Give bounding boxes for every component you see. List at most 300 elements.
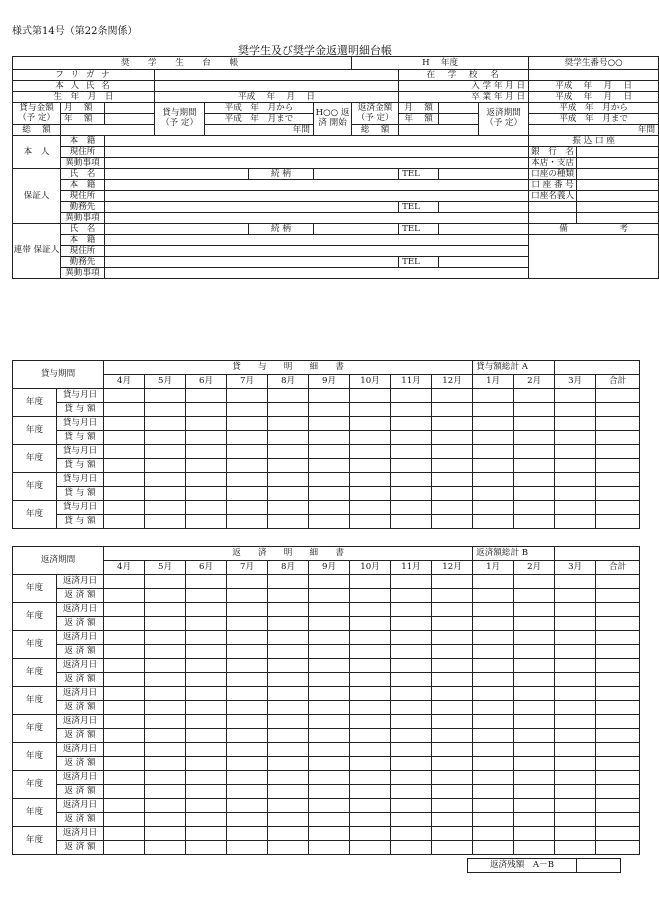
repay-date-cell[interactable] [432, 687, 473, 701]
repay-amount-cell[interactable] [514, 673, 555, 687]
repay-date-cell[interactable] [104, 799, 145, 813]
loan-amount-cell[interactable] [104, 487, 145, 501]
repay-amount-cell[interactable] [514, 757, 555, 771]
repay-date-cell[interactable] [186, 575, 227, 589]
balance-value[interactable] [577, 859, 621, 873]
repay-date-cell[interactable] [268, 603, 309, 617]
guarantor-tel-value[interactable] [439, 169, 529, 180]
repay-amount-cell[interactable] [596, 701, 640, 715]
account-type-value[interactable] [577, 169, 659, 180]
repay-amount-cell[interactable] [555, 729, 596, 743]
repay-amount-cell[interactable] [350, 617, 391, 631]
repay-amount-cell[interactable] [555, 757, 596, 771]
loan-date-cell[interactable] [555, 473, 596, 487]
repay-amount-cell[interactable] [104, 841, 145, 855]
repay-amount-cell[interactable] [555, 645, 596, 659]
repay-amount-cell[interactable] [555, 673, 596, 687]
loan-date-cell[interactable] [145, 473, 186, 487]
loan-date-cell[interactable] [350, 389, 391, 403]
repay-date-cell[interactable] [227, 715, 268, 729]
loan-date-cell[interactable] [514, 389, 555, 403]
loan-amount-cell[interactable] [268, 431, 309, 445]
repay-amount-cell[interactable] [186, 729, 227, 743]
loan-date-cell[interactable] [227, 417, 268, 431]
repay-amount-cell[interactable] [350, 589, 391, 603]
loan-amount-cell[interactable] [391, 459, 432, 473]
repay-date-cell[interactable] [186, 715, 227, 729]
repay-amount-cell[interactable] [268, 673, 309, 687]
repay-amount-cell[interactable] [227, 813, 268, 827]
loan-amount-cell[interactable] [268, 459, 309, 473]
repay-amount-cell[interactable] [186, 617, 227, 631]
loan-amount-cell[interactable] [391, 487, 432, 501]
repay-amount-cell[interactable] [350, 645, 391, 659]
repay-amount-cell[interactable] [514, 841, 555, 855]
loan-amount-cell[interactable] [514, 431, 555, 445]
repay-date-cell[interactable] [350, 743, 391, 757]
repay-date-cell[interactable] [104, 575, 145, 589]
repay-date-cell[interactable] [104, 827, 145, 841]
repay-amount-cell[interactable] [391, 757, 432, 771]
loan-amount-cell[interactable] [473, 459, 514, 473]
loan-amount-cell[interactable] [555, 403, 596, 417]
repay-date-cell[interactable] [309, 603, 350, 617]
loan-amount-cell[interactable] [186, 515, 227, 529]
repay-date-cell[interactable] [227, 827, 268, 841]
repay-amount-cell[interactable] [473, 589, 514, 603]
repay-amount-cell[interactable] [596, 813, 640, 827]
repay-date-cell[interactable] [104, 659, 145, 673]
repay-amount-cell[interactable] [391, 645, 432, 659]
repay-date-cell[interactable] [514, 743, 555, 757]
repay-amount-cell[interactable] [391, 673, 432, 687]
repay-date-cell[interactable] [350, 659, 391, 673]
repay-date-cell[interactable] [596, 827, 640, 841]
loan-amount-cell[interactable] [104, 515, 145, 529]
loan-annual-value[interactable] [105, 114, 155, 125]
repay-period-from[interactable]: 平成 年 月から [529, 103, 659, 114]
repay-date-cell[interactable] [555, 799, 596, 813]
repay-amount-cell[interactable] [309, 673, 350, 687]
loan-amount-cell[interactable] [432, 487, 473, 501]
repay-date-cell[interactable] [473, 631, 514, 645]
loan-date-cell[interactable] [186, 445, 227, 459]
repay-date-cell[interactable] [514, 575, 555, 589]
repay-date-cell[interactable] [227, 659, 268, 673]
repay-date-cell[interactable] [186, 659, 227, 673]
repay-amount-cell[interactable] [432, 617, 473, 631]
repay-date-cell[interactable] [309, 771, 350, 785]
repay-date-cell[interactable] [432, 659, 473, 673]
repay-amount-cell[interactable] [104, 589, 145, 603]
loan-period-from[interactable]: 平成 年 月から [205, 103, 314, 114]
loan-period-to[interactable]: 平成 年 月まで [205, 114, 314, 125]
loan-amount-cell[interactable] [432, 515, 473, 529]
loan-date-cell[interactable] [514, 445, 555, 459]
repay-amount-cell[interactable] [104, 701, 145, 715]
loan-date-cell[interactable] [104, 501, 145, 515]
repay-amount-cell[interactable] [350, 785, 391, 799]
repay-amount-cell[interactable] [350, 813, 391, 827]
repay-amount-cell[interactable] [473, 617, 514, 631]
repay-amount-cell[interactable] [186, 841, 227, 855]
school-name-value[interactable] [529, 70, 659, 81]
repay-period-to[interactable]: 平成 年 月まで [529, 114, 659, 125]
repay-amount-cell[interactable] [555, 589, 596, 603]
repay-date-cell[interactable] [350, 575, 391, 589]
loan-amount-cell[interactable] [473, 515, 514, 529]
repay-date-cell[interactable] [596, 771, 640, 785]
repay-date-cell[interactable] [514, 603, 555, 617]
bank-extra-2[interactable] [529, 213, 577, 224]
loan-date-cell[interactable] [391, 473, 432, 487]
repay-date-cell[interactable] [186, 799, 227, 813]
repay-amount-cell[interactable] [596, 589, 640, 603]
loan-total-value[interactable] [61, 125, 155, 136]
repay-date-cell[interactable] [555, 715, 596, 729]
repay-amount-cell[interactable] [309, 841, 350, 855]
loan-date-cell[interactable] [186, 473, 227, 487]
repay-date-cell[interactable] [227, 771, 268, 785]
guarantor-work-tel-value[interactable] [439, 202, 529, 213]
loan-date-cell[interactable] [391, 501, 432, 515]
loan-date-cell[interactable] [145, 445, 186, 459]
account-number-value[interactable] [577, 180, 659, 191]
repay-amount-cell[interactable] [596, 757, 640, 771]
repay-date-cell[interactable] [432, 631, 473, 645]
loan-amount-cell[interactable] [145, 403, 186, 417]
repay-date-cell[interactable] [555, 659, 596, 673]
joint-domicile-value[interactable] [105, 235, 529, 246]
loan-date-cell[interactable] [514, 473, 555, 487]
loan-amount-cell[interactable] [514, 515, 555, 529]
repay-date-cell[interactable] [309, 575, 350, 589]
loan-date-cell[interactable] [391, 389, 432, 403]
repay-amount-cell[interactable] [391, 589, 432, 603]
repay-amount-cell[interactable] [514, 785, 555, 799]
repay-amount-cell[interactable] [350, 841, 391, 855]
repay-date-cell[interactable] [227, 799, 268, 813]
loan-amount-cell[interactable] [186, 431, 227, 445]
repay-date-cell[interactable] [391, 603, 432, 617]
loan-date-cell[interactable] [473, 389, 514, 403]
repay-amount-cell[interactable] [145, 589, 186, 603]
repay-amount-cell[interactable] [514, 813, 555, 827]
joint-relationship-value[interactable] [314, 224, 399, 235]
repay-date-cell[interactable] [350, 771, 391, 785]
loan-date-cell[interactable] [145, 501, 186, 515]
loan-date-cell[interactable] [555, 389, 596, 403]
loan-amount-cell[interactable] [186, 487, 227, 501]
repay-amount-cell[interactable] [227, 841, 268, 855]
loan-amount-cell[interactable] [473, 431, 514, 445]
loan-date-cell[interactable] [473, 473, 514, 487]
loan-amount-cell[interactable] [391, 515, 432, 529]
loan-date-cell[interactable] [473, 445, 514, 459]
repay-amount-cell[interactable] [514, 701, 555, 715]
self-domicile-value[interactable] [105, 136, 529, 147]
loan-amount-cell[interactable] [473, 487, 514, 501]
repay-date-cell[interactable] [391, 771, 432, 785]
repay-date-cell[interactable] [268, 771, 309, 785]
repay-date-cell[interactable] [145, 827, 186, 841]
repay-annual-value[interactable] [439, 114, 479, 125]
repay-date-cell[interactable] [432, 575, 473, 589]
loan-date-cell[interactable] [227, 389, 268, 403]
repay-total-value[interactable] [555, 547, 640, 561]
repay-amount-cell[interactable] [227, 589, 268, 603]
repay-date-cell[interactable] [104, 687, 145, 701]
loan-date-cell[interactable] [186, 389, 227, 403]
repay-date-cell[interactable] [227, 743, 268, 757]
repay-amount-cell[interactable] [309, 729, 350, 743]
loan-date-cell[interactable] [186, 501, 227, 515]
loan-date-cell[interactable] [596, 417, 640, 431]
repay-amount-cell[interactable] [309, 757, 350, 771]
repay-date-cell[interactable] [227, 687, 268, 701]
repay-date-cell[interactable] [391, 827, 432, 841]
repay-amount-cell[interactable] [555, 785, 596, 799]
repay-date-cell[interactable] [186, 603, 227, 617]
repay-amount-cell[interactable] [104, 617, 145, 631]
repay-date-cell[interactable] [309, 827, 350, 841]
repay-amount-cell[interactable] [145, 813, 186, 827]
bank-extra-1-value[interactable] [577, 202, 659, 213]
repay-date-cell[interactable] [268, 715, 309, 729]
repay-amount-cell[interactable] [104, 813, 145, 827]
loan-amount-cell[interactable] [268, 515, 309, 529]
repay-date-cell[interactable] [473, 603, 514, 617]
loan-date-cell[interactable] [391, 417, 432, 431]
repay-amount-cell[interactable] [268, 617, 309, 631]
repay-amount-cell[interactable] [350, 701, 391, 715]
repay-date-cell[interactable] [391, 799, 432, 813]
joint-changes-value[interactable] [105, 268, 529, 279]
loan-date-cell[interactable] [145, 389, 186, 403]
repay-date-cell[interactable] [514, 715, 555, 729]
repay-date-cell[interactable] [104, 631, 145, 645]
repay-amount-cell[interactable] [309, 785, 350, 799]
repay-date-cell[interactable] [555, 771, 596, 785]
repay-date-cell[interactable] [104, 603, 145, 617]
repay-amount-cell[interactable] [186, 757, 227, 771]
graduation-date-value[interactable]: 平成 年 月 日 [529, 92, 659, 103]
repay-amount-cell[interactable] [555, 841, 596, 855]
repay-date-cell[interactable] [473, 659, 514, 673]
loan-date-cell[interactable] [555, 445, 596, 459]
loan-amount-cell[interactable] [309, 487, 350, 501]
repay-date-cell[interactable] [432, 715, 473, 729]
repay-total-value[interactable] [399, 125, 479, 136]
loan-amount-cell[interactable] [227, 515, 268, 529]
repay-amount-cell[interactable] [186, 589, 227, 603]
repay-date-cell[interactable] [596, 799, 640, 813]
repay-amount-cell[interactable] [473, 729, 514, 743]
repay-date-cell[interactable] [555, 603, 596, 617]
repay-date-cell[interactable] [145, 715, 186, 729]
loan-amount-cell[interactable] [555, 515, 596, 529]
loan-date-cell[interactable] [268, 389, 309, 403]
repay-date-cell[interactable] [596, 603, 640, 617]
repay-amount-cell[interactable] [432, 645, 473, 659]
loan-date-cell[interactable] [268, 501, 309, 515]
repay-date-cell[interactable] [555, 743, 596, 757]
loan-date-cell[interactable] [227, 445, 268, 459]
repay-amount-cell[interactable] [145, 617, 186, 631]
guarantor-name-value[interactable] [105, 169, 249, 180]
repay-amount-cell[interactable] [432, 701, 473, 715]
repay-date-cell[interactable] [473, 827, 514, 841]
loan-amount-cell[interactable] [104, 403, 145, 417]
loan-date-cell[interactable] [350, 445, 391, 459]
loan-date-cell[interactable] [432, 417, 473, 431]
repay-amount-cell[interactable] [268, 589, 309, 603]
loan-amount-cell[interactable] [596, 487, 640, 501]
loan-amount-cell[interactable] [227, 403, 268, 417]
repay-date-cell[interactable] [145, 659, 186, 673]
loan-amount-cell[interactable] [514, 459, 555, 473]
repay-date-cell[interactable] [596, 743, 640, 757]
loan-amount-cell[interactable] [268, 403, 309, 417]
repay-date-cell[interactable] [473, 687, 514, 701]
repay-amount-cell[interactable] [186, 785, 227, 799]
repay-date-cell[interactable] [350, 631, 391, 645]
repay-amount-cell[interactable] [104, 673, 145, 687]
repay-amount-cell[interactable] [391, 785, 432, 799]
loan-date-cell[interactable] [473, 417, 514, 431]
repay-amount-cell[interactable] [350, 673, 391, 687]
self-changes-value[interactable] [105, 158, 529, 169]
account-holder-value[interactable] [577, 191, 659, 202]
loan-date-cell[interactable] [514, 501, 555, 515]
loan-amount-cell[interactable] [350, 487, 391, 501]
repay-date-cell[interactable] [350, 687, 391, 701]
repay-date-cell[interactable] [432, 799, 473, 813]
repay-date-cell[interactable] [596, 659, 640, 673]
loan-amount-cell[interactable] [145, 459, 186, 473]
joint-address-value[interactable] [105, 246, 529, 257]
loan-amount-cell[interactable] [104, 459, 145, 473]
loan-amount-cell[interactable] [186, 403, 227, 417]
repay-date-cell[interactable] [268, 827, 309, 841]
admission-date-value[interactable]: 平成 年 月 日 [529, 81, 659, 92]
loan-amount-cell[interactable] [186, 459, 227, 473]
repay-date-cell[interactable] [145, 799, 186, 813]
repay-amount-cell[interactable] [268, 701, 309, 715]
loan-amount-cell[interactable] [473, 403, 514, 417]
repay-amount-cell[interactable] [227, 757, 268, 771]
repay-date-cell[interactable] [555, 575, 596, 589]
loan-date-cell[interactable] [391, 445, 432, 459]
repay-date-cell[interactable] [350, 799, 391, 813]
loan-amount-cell[interactable] [596, 403, 640, 417]
loan-amount-cell[interactable] [350, 459, 391, 473]
loan-date-cell[interactable] [596, 473, 640, 487]
guarantor-address-value[interactable] [105, 191, 529, 202]
repay-date-cell[interactable] [227, 631, 268, 645]
repay-date-cell[interactable] [268, 799, 309, 813]
guarantor-domicile-value[interactable] [105, 180, 529, 191]
birth-date-value[interactable]: 平成 年 月 日 [155, 92, 399, 103]
loan-date-cell[interactable] [309, 389, 350, 403]
loan-date-cell[interactable] [268, 445, 309, 459]
repay-amount-cell[interactable] [596, 617, 640, 631]
repay-date-cell[interactable] [309, 659, 350, 673]
loan-date-cell[interactable] [268, 473, 309, 487]
repay-date-cell[interactable] [432, 743, 473, 757]
repay-date-cell[interactable] [268, 687, 309, 701]
loan-amount-cell[interactable] [391, 403, 432, 417]
loan-amount-cell[interactable] [432, 403, 473, 417]
repay-amount-cell[interactable] [227, 645, 268, 659]
repay-date-cell[interactable] [309, 743, 350, 757]
repay-date-cell[interactable] [227, 575, 268, 589]
repay-amount-cell[interactable] [186, 813, 227, 827]
bank-extra-2-value[interactable] [577, 213, 659, 224]
loan-date-cell[interactable] [309, 473, 350, 487]
loan-amount-cell[interactable] [350, 431, 391, 445]
repay-date-cell[interactable] [268, 631, 309, 645]
repay-amount-cell[interactable] [432, 757, 473, 771]
loan-date-cell[interactable] [350, 417, 391, 431]
repay-date-cell[interactable] [514, 827, 555, 841]
repay-amount-cell[interactable] [145, 701, 186, 715]
repay-amount-cell[interactable] [391, 813, 432, 827]
loan-date-cell[interactable] [350, 473, 391, 487]
repay-date-cell[interactable] [514, 687, 555, 701]
repay-date-cell[interactable] [350, 715, 391, 729]
guarantor-changes-value[interactable] [105, 213, 529, 224]
loan-amount-cell[interactable] [309, 515, 350, 529]
repay-date-cell[interactable] [596, 631, 640, 645]
bank-extra-1[interactable] [529, 202, 577, 213]
repay-amount-cell[interactable] [186, 673, 227, 687]
repay-date-cell[interactable] [309, 799, 350, 813]
repay-date-cell[interactable] [186, 827, 227, 841]
repay-amount-cell[interactable] [514, 617, 555, 631]
repay-amount-cell[interactable] [391, 841, 432, 855]
repay-amount-cell[interactable] [514, 729, 555, 743]
repay-amount-cell[interactable] [227, 673, 268, 687]
repay-amount-cell[interactable] [104, 729, 145, 743]
loan-amount-cell[interactable] [227, 431, 268, 445]
repay-amount-cell[interactable] [473, 757, 514, 771]
repay-date-cell[interactable] [391, 575, 432, 589]
loan-date-cell[interactable] [350, 501, 391, 515]
repay-amount-cell[interactable] [309, 701, 350, 715]
repay-date-cell[interactable] [350, 603, 391, 617]
loan-date-cell[interactable] [514, 417, 555, 431]
repay-date-cell[interactable] [596, 687, 640, 701]
repay-date-cell[interactable] [186, 631, 227, 645]
joint-workplace-value[interactable] [105, 257, 399, 268]
repay-date-cell[interactable] [432, 827, 473, 841]
repay-amount-cell[interactable] [309, 617, 350, 631]
loan-amount-cell[interactable] [350, 515, 391, 529]
repay-amount-cell[interactable] [473, 785, 514, 799]
repay-date-cell[interactable] [309, 715, 350, 729]
furigana-value[interactable] [155, 70, 399, 81]
loan-amount-cell[interactable] [104, 431, 145, 445]
repay-amount-cell[interactable] [391, 729, 432, 743]
repay-date-cell[interactable] [309, 687, 350, 701]
loan-amount-cell[interactable] [309, 459, 350, 473]
repay-amount-cell[interactable] [473, 813, 514, 827]
repay-amount-cell[interactable] [227, 785, 268, 799]
repay-amount-cell[interactable] [268, 813, 309, 827]
loan-monthly-value[interactable] [105, 103, 155, 114]
repay-amount-cell[interactable] [104, 645, 145, 659]
